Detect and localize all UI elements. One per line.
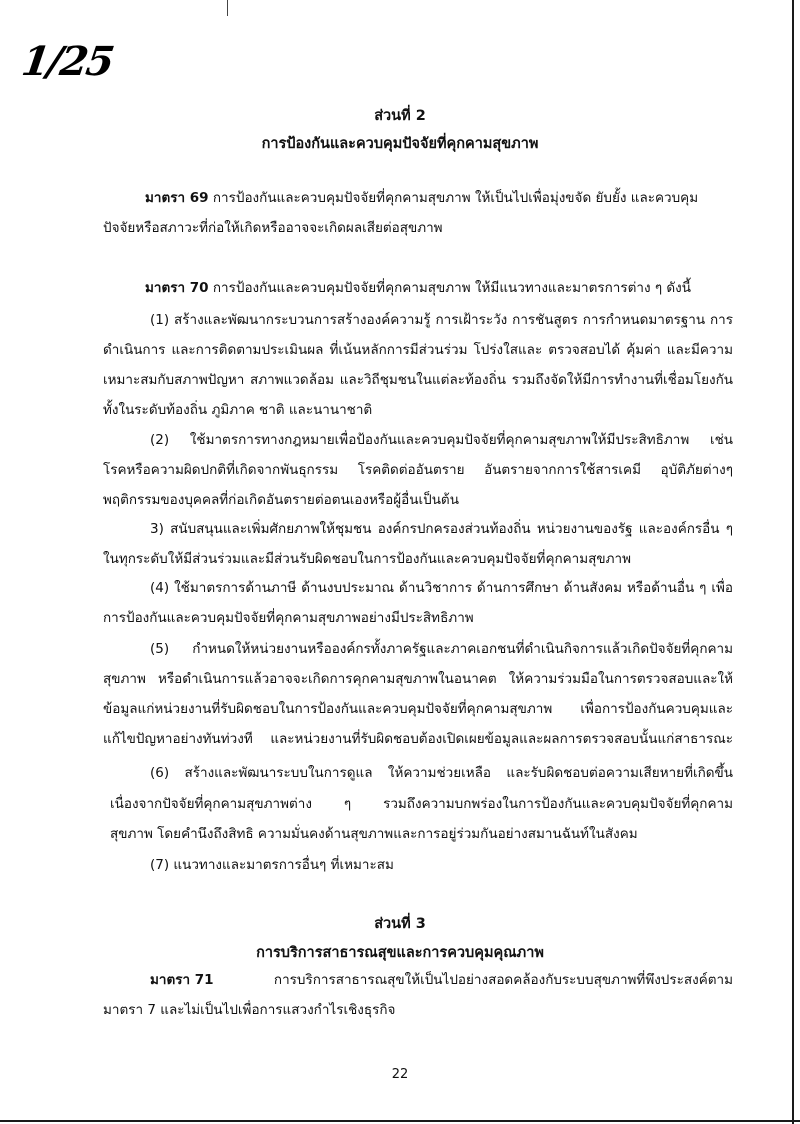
section-3-title: ส่วนที่ 3 (374, 916, 426, 932)
item-4-line-1: (4) ใช้มาตรการด้านภาษี ด้านงบประมาณ ด้านวิชาการ ด้านการศึกษา ด้านสังคม หรือด้านอื่น ๆ เพื่อ (150, 580, 733, 596)
item-7-line: (7) แนวทางและมาตรการอื่นๆ ที่เหมาะสม (150, 857, 394, 873)
item-1-line-4: ทั้งในระดับท้องถิ่น ภูมิภาค ชาติ และนานาชาติ (103, 402, 373, 418)
article-70-intro: การป้องกันและควบคุมปัจจัยที่คุกคามสุขภาพ ให้มีแนวทางและมาตรการต่าง ๆ ดังนี้ (212, 280, 691, 296)
article-71-line-1 (150, 971, 733, 989)
item-5-line-1: (5) กำหนดให้หน่วยงานหรือองค์กรทั้งภาครัฐและภาคเอกชนที่ดำเนินกิจการแล้วเกิดปัจจัยที่คุกคาม (150, 641, 733, 657)
article-71-line-2: มาตรา 7 และไม่เป็นไปเพื่อการแสวงกำไรเชิงธุรกิจ (103, 1002, 396, 1018)
article-71-label: มาตรา 71 (150, 972, 214, 988)
section-2-title: ส่วนที่ 2 (374, 108, 426, 124)
item-2-line-1: (2) ใช้มาตรการทางกฎหมายเพื่อป้องกันและควบคุมปัจจัยที่คุกคามสุขภาพให้มีประสิทธิภาพ เช่น (150, 432, 733, 448)
article-69-line-2: ปัจจัยหรือสภาวะที่ก่อให้เกิดหรืออาจจะเกิดผลเสียต่อสุขภาพ (103, 220, 443, 236)
handwritten-page-note: 1/25 (18, 38, 116, 85)
item-5-line-3: ข้อมูลแก่หน่วยงานที่รับผิดชอบในการป้องกันและควบคุมปัจจัยที่คุกคามสุขภาพ เพื่อการป้องกันควบคุมและ (103, 701, 733, 717)
item-6-line-1: (6) สร้างและพัฒนาระบบในการดูแล ให้ความช่วยเหลือ และรับผิดชอบต่อความเสียหายที่เกิดขึ้น (150, 765, 733, 781)
item-6-line-2: เนื่องจากปัจจัยที่คุกคามสุขภาพต่าง ๆ รวมถึงความบกพร่องในการป้องกันและควบคุมปัจจัยที่คุกคาม (110, 796, 733, 812)
scan-mark (227, 0, 228, 16)
item-5-line-4: แก้ไขปัญหาอย่างทันท่วงที และหน่วยงานที่รับผิดชอบต้องเปิดเผยข้อมูลและผลการตรวจสอบนั้นแก่สาธารณะ (103, 731, 733, 747)
item-6-line-3: สุขภาพ โดยคำนึงถึงสิทธิ ความมั่นคงด้านสุขภาพและการอยู่ร่วมกันอย่างสมานฉันท์ในสังคม (110, 826, 638, 842)
item-5-line-2: สุขภาพ หรือดำเนินการแล้วอาจจะเกิดการคุกคามสุขภาพในอนาคต ให้ความร่วมมือในการตรวจสอบและให้ (103, 671, 733, 687)
item-1-line-3: เหมาะสมกับสภาพปัญหา สภาพแวดล้อม และวิถีชุมชนในแต่ละท้องถิ่น รวมถึงจัดให้มีการทำงานที่เชื่อมโยงกัน (103, 372, 733, 388)
item-2-line-3: พฤติกรรมของบุคคลที่ก่อเกิดอันตรายต่อตนเองหรือผู้อื่นเป็นต้น (103, 492, 459, 508)
article-69-label: มาตรา 69 (145, 190, 209, 206)
article-69-text-1: การป้องกันและควบคุมปัจจัยที่คุกคามสุขภาพ ให้เป็นไปเพื่อมุ่งขจัด ยับยั้ง และควบคุม (212, 190, 699, 206)
article-71-text-1: การบริการสาธารณสุขให้เป็นไปอย่างสอดคล้องกับระบบสุขภาพที่พึงประสงค์ตาม (273, 972, 733, 988)
item-3-line-1: 3) สนับสนุนและเพิ่มศักยภาพให้ชุมชน องค์กรปกครองส่วนท้องถิ่น หน่วยงานของรัฐ และองค์กรอื่น ๆ (150, 521, 733, 537)
article-70-label: มาตรา 70 (145, 280, 209, 296)
scan-edge-bottom (0, 1120, 800, 1122)
item-3-line-2: ในทุกระดับให้มีส่วนร่วมและมีส่วนรับผิดชอบในการป้องกันและควบคุมปัจจัยที่คุกคามสุขภาพ (103, 551, 632, 567)
item-1-line-2: ดำเนินการ และการติดตามประเมินผล ที่เน้นหลักการมีส่วนร่วม โปร่งใสและ ตรวจสอบได้ คุ้มค่า และมีความ (103, 342, 733, 358)
section-3-subtitle: การบริการสาธารณสุขและการควบคุมคุณภาพ (256, 945, 544, 961)
article-70-intro-line (145, 279, 691, 297)
item-2-line-2: โรคหรือความผิดปกติที่เกิดจากพันธุกรรม โรคติดต่ออันตราย อันตรายจากการใช้สารเคมี อุบัติภัยต่างๆ (103, 462, 733, 478)
article-69-line-1 (145, 189, 698, 207)
page-number: 22 (391, 1067, 409, 1082)
item-1-line-1: (1) สร้างและพัฒนากระบวนการสร้างองค์ความรู้ การเฝ้าระวัง การชันสูตร การกำหนดมาตรฐาน การ (150, 312, 733, 328)
section-2-subtitle: การป้องกันและควบคุมปัจจัยที่คุกคามสุขภาพ (261, 136, 539, 152)
item-4-line-2: การป้องกันและควบคุมปัจจัยที่คุกคามสุขภาพอย่างมีประสิทธิภาพ (103, 610, 474, 626)
